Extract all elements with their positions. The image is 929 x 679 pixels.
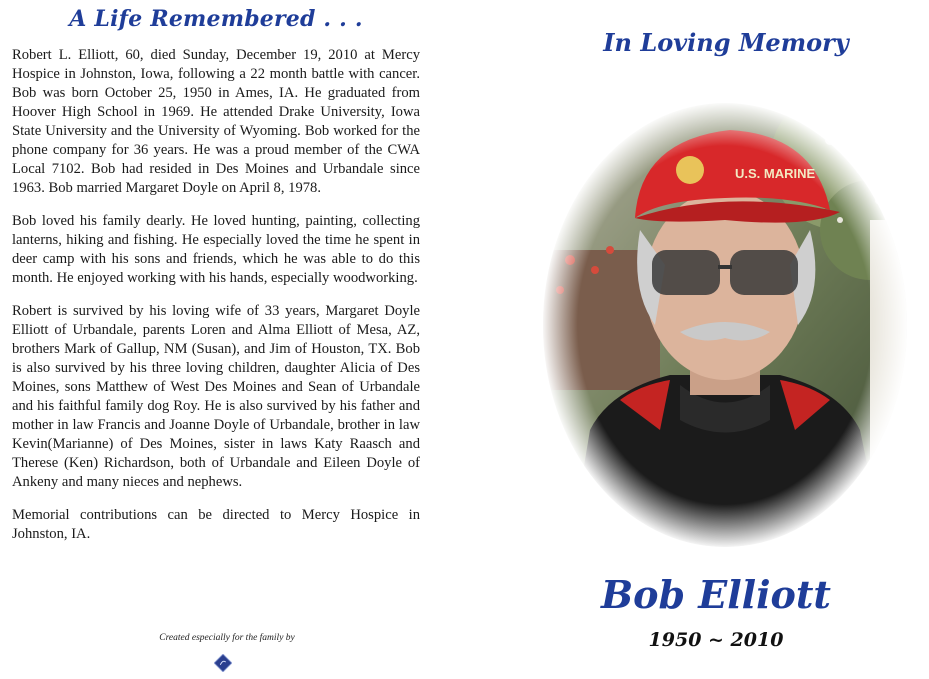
right-page — [486, 0, 929, 679]
obituary-paragraph-4: Memorial contributions can be directed to Mercy Hospice in Johnston, IA. — [12, 507, 420, 542]
obituary-paragraph-3: Robert is survived by his loving wife of 33 years, Margaret Doyle Elliott of Urbandale, parents Loren and Alma Elliott of Mesa, AZ, brothers Mark of Gallup, NM (Susan), and Jim of Houston, TX. Bob is also survived by his three loving children, daughter Alicia of Des Moines, sons Matthew of West Des Moines and Sean of Urbandale and his faithful family dog Roy. He is also survived by his father and mother in law Francis and Joanne Doyle of Urbandale, brother in law Kevin(Marianne) of Des Moines, sister in laws Katy Raasch and Therese (Ken) Richardson, both of Urbandale and Eileen Doyle of Ankeny and many nieces and nephews. — [12, 303, 420, 490]
deceased-name: Bob Elliott — [601, 572, 831, 617]
obituary-text — [12, 46, 420, 558]
obituary-paragraph-1: Robert L. Elliott, 60, died Sunday, December 19, 2010 at Mercy Hospice in Johnston, Iowa, following a 22 month battle with cancer. Bob was born October 25, 1950 in Ames, IA. He graduated from Hoover High School in 1969. He attended Drake University, Iowa State University and the University of Wyoming. Bob worked for the phone company for 36 years. He was a proud member of the CWA Local 7102. Bob had resided in Des Moines and Urbandale since 1963. Bob married Margaret Doyle on April 8, 1978. — [12, 47, 420, 196]
life-remembered-heading: A Life Remembered . . . — [69, 6, 363, 32]
life-years: 1950 ~ 2010 — [648, 629, 784, 651]
portrait-photo-icon — [540, 100, 910, 550]
obituary-paragraph-2: Bob loved his family dearly. He loved hunting, painting, collecting lanterns, hiking and fishing. He especially loved the time he spent in deer camp with his sons and friends, which he was able to do this month. He enjoyed working with his hands, especially woodworking. — [12, 213, 420, 286]
diamond-logo-icon — [214, 654, 232, 672]
credit-line: Created especially for the family by — [159, 633, 295, 643]
in-loving-memory-heading: In Loving Memory — [603, 28, 849, 57]
left-page — [12, 0, 420, 679]
